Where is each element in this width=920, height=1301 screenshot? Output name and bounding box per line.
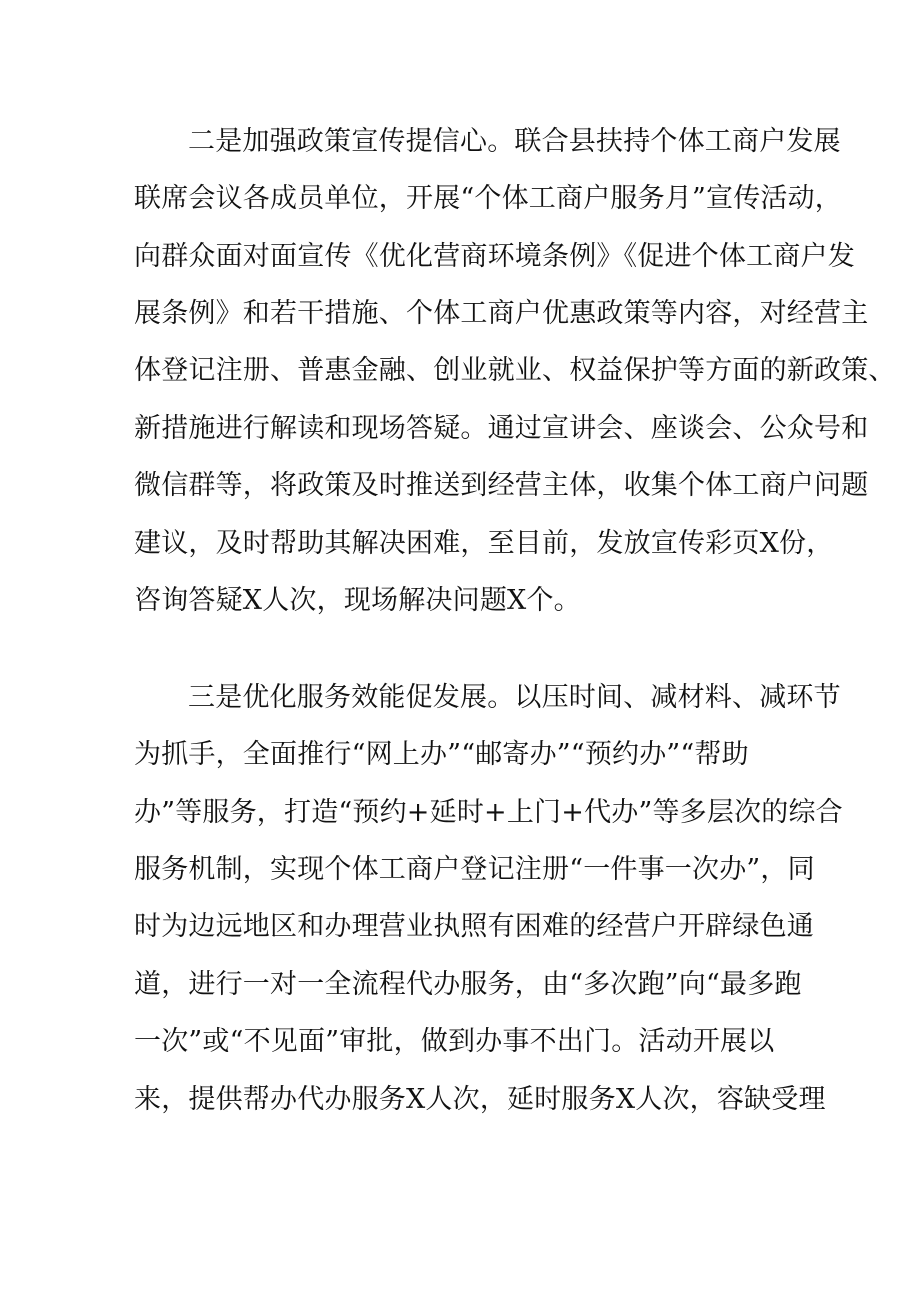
paragraph-line: 服务机制，实现个体工商户登记注册“一件事一次办”，同 bbox=[134, 854, 815, 885]
paragraph-line: 一次”或“不见面”审批，做到办事不出门。活动开展以 bbox=[134, 1026, 775, 1057]
paragraph-line: 二是加强政策宣传提信心。联合县扶持个体工商户发展 bbox=[188, 126, 841, 157]
paragraph-line: 三是优化服务效能促发展。以压时间、减材料、减环节 bbox=[188, 682, 841, 713]
paragraph-line: 道，进行一对一全流程代办服务，由“多次跑”向“最多跑 bbox=[134, 969, 802, 1000]
paragraph-line: 体登记注册、普惠金融、创业就业、权益保护等方面的新政策、 bbox=[134, 355, 896, 386]
paragraph-line: 为抓手，全面推行“网上办”“邮寄办”“预约办”“帮助 bbox=[134, 739, 749, 770]
paragraph-line: 时为边远地区和办理营业执照有困难的经营户开辟绿色通 bbox=[134, 911, 814, 942]
paragraph-line: 微信群等，将政策及时推送到经营主体，收集个体工商户问题 bbox=[134, 470, 869, 501]
paragraph-line: 联席会议各成员单位，开展“个体工商户服务月”宣传活动， bbox=[134, 183, 843, 214]
paragraph-line: 咨询答疑X人次，现场解决问题X个。 bbox=[134, 585, 581, 616]
paragraph-line: 展条例》和若干措施、个体工商户优惠政策等内容，对经营主 bbox=[134, 298, 869, 329]
paragraph-line: 向群众面对面宣传《优化营商环境条例》《促进个体工商户发 bbox=[134, 241, 855, 272]
paragraph-line: 来，提供帮办代办服务X人次，延时服务X人次，容缺受理 bbox=[134, 1084, 826, 1115]
paragraph-line: 办”等服务，打造“预约+延时+上门+代办”等多层次的综合 bbox=[134, 797, 843, 828]
paragraph-line: 新措施进行解读和现场答疑。通过宣讲会、座谈会、公众号和 bbox=[134, 413, 869, 444]
paragraph-line: 建议，及时帮助其解决困难，至目前，发放宣传彩页X份， bbox=[134, 528, 834, 559]
